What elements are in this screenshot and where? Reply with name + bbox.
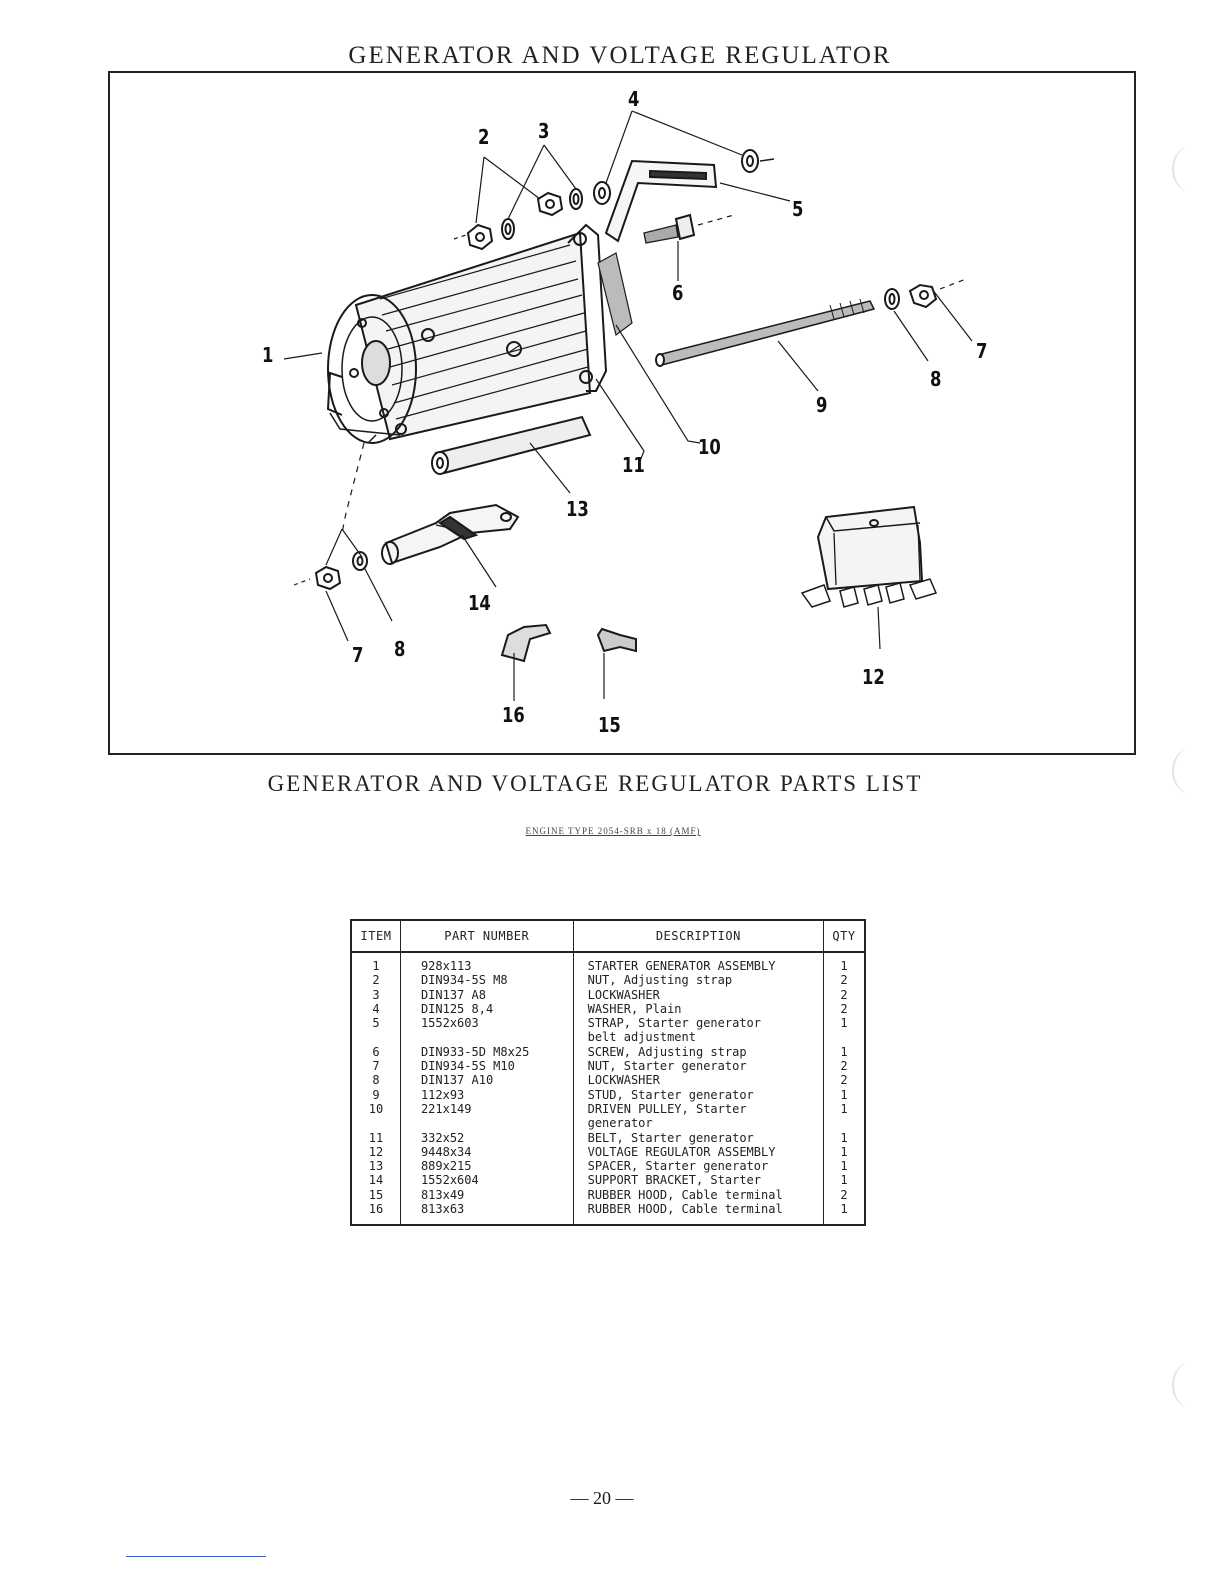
spacer-drawing [432,417,590,474]
part-description: STRAP, Starter generator [573,1016,823,1030]
part-description: SCREW, Adjusting strap [573,1045,823,1059]
item-number: 5 [351,1016,400,1030]
part-description: LOCKWASHER [573,988,823,1002]
part-quantity: 1 [824,1045,865,1059]
part-number: 928x113 [400,952,573,973]
callout-2: 2 [478,125,490,149]
part-description: NUT, Adjusting strap [573,973,823,987]
part-number: DIN137 A10 [400,1073,573,1087]
parts-table [350,919,866,1226]
part-description: NUT, Starter generator [573,1059,823,1073]
item-number: 12 [351,1145,400,1159]
part-description: SPACER, Starter generator [573,1159,823,1173]
callout-7-bottom: 7 [352,643,364,667]
parts-table-header [351,920,865,952]
callout-4: 4 [628,87,640,111]
part-number: DIN137 A8 [400,988,573,1002]
table-row [351,1045,865,1059]
item-number: 4 [351,1002,400,1016]
table-row [351,1073,865,1087]
part-quantity: 2 [824,1059,865,1073]
part-description: STARTER GENERATOR ASSEMBLY [573,952,823,973]
part-number: 813x49 [400,1188,573,1202]
table-row [351,988,865,1002]
part-number: DIN125 8,4 [400,1002,573,1016]
part-description: DRIVEN PULLEY, Starter [573,1102,823,1116]
item-number: 10 [351,1102,400,1116]
voltage-regulator-drawing [802,507,936,607]
callout-1: 1 [262,343,274,367]
part-description: LOCKWASHER [573,1073,823,1087]
callout-9: 9 [816,393,828,417]
callout-5: 5 [792,197,804,221]
page-number: — 20 — [570,1488,634,1508]
callout-7-top: 7 [976,339,988,363]
callout-8-bottom: 8 [394,637,406,661]
binder-hole-mark [1172,748,1210,794]
part-quantity: 1 [824,1102,865,1116]
table-row [351,973,865,987]
part-quantity: 1 [824,1088,865,1102]
part-number: 889x215 [400,1159,573,1173]
part-quantity: 1 [824,1202,865,1225]
binder-hole-mark [1172,1362,1210,1408]
part-quantity: 1 [824,1145,865,1159]
item-number: 11 [351,1131,400,1145]
callout-8-top: 8 [930,367,942,391]
part-quantity: 1 [824,1016,865,1030]
callout-10: 10 [698,435,721,459]
part-quantity: 1 [824,1131,865,1145]
item-number: 15 [351,1188,400,1202]
item-number: 1 [351,952,400,973]
callout-13: 13 [566,497,589,521]
part-number: DIN934-5S M8 [400,973,573,987]
item-number: 14 [351,1173,400,1187]
part-quantity: 2 [824,1188,865,1202]
part-quantity: 2 [824,1073,865,1087]
bottom-nut-washer-drawing [294,435,376,589]
part-quantity: 1 [824,1159,865,1173]
table-row [351,1016,865,1030]
item-number: 3 [351,988,400,1002]
table-row [351,952,865,973]
part-description-continued: generator [573,1116,823,1130]
parts-list-title: GENERATOR AND VOLTAGE REGULATOR PARTS LIST [267,771,923,796]
support-bracket-drawing [382,505,518,564]
column-header-item: ITEM [351,920,400,952]
column-header-qty: QTY [824,920,865,952]
part-quantity: 2 [824,973,865,987]
part-number: 221x149 [400,1102,573,1116]
item-number: 7 [351,1059,400,1073]
part-number: 332x52 [400,1131,573,1145]
table-row [351,1102,865,1116]
part-quantity: 2 [824,988,865,1002]
part-description: RUBBER HOOD, Cable terminal [573,1188,823,1202]
part-number: 9448x34 [400,1145,573,1159]
exploded-view-drawing [110,73,1134,753]
part-quantity: 1 [824,1173,865,1187]
part-number: 1552x603 [400,1016,573,1030]
part-number: DIN934-5S M10 [400,1059,573,1073]
table-row-continuation [351,1030,865,1044]
item-number: 13 [351,1159,400,1173]
item-number: 2 [351,973,400,987]
table-row [351,1059,865,1073]
part-quantity: 1 [824,952,865,973]
part-description: RUBBER HOOD, Cable terminal [573,1202,823,1225]
part-description-continued: belt adjustment [573,1030,823,1044]
engine-type-label: ENGINE TYPE 2054-SRB x 18 (AMF) [525,826,701,836]
part-number: 1552x604 [400,1173,573,1187]
binder-hole-mark [1172,146,1210,192]
table-row-continuation [351,1116,865,1130]
stud-drawing [656,279,966,366]
part-description: VOLTAGE REGULATOR ASSEMBLY [573,1145,823,1159]
part-number: 112x93 [400,1088,573,1102]
callout-6: 6 [672,281,684,305]
adjusting-screw-drawing [644,215,734,243]
table-row [351,1145,865,1159]
callout-11: 11 [622,453,645,477]
part-quantity: 2 [824,1002,865,1016]
table-row [351,1188,865,1202]
part-description: WASHER, Plain [573,1002,823,1016]
item-number: 8 [351,1073,400,1087]
exploded-view-diagram [108,71,1136,755]
table-row [351,1173,865,1187]
column-header-description: DESCRIPTION [573,920,823,952]
item-number: 6 [351,1045,400,1059]
callout-14: 14 [468,591,491,615]
table-row [351,1159,865,1173]
table-row [351,1088,865,1102]
item-number: 9 [351,1088,400,1102]
item-number: 16 [351,1202,400,1225]
table-row [351,1002,865,1016]
part-description: STUD, Starter generator [573,1088,823,1102]
page-title: GENERATOR AND VOLTAGE REGULATOR [348,42,892,69]
table-row [351,1202,865,1225]
callout-3: 3 [538,119,550,143]
rubber-hood-drawing [502,625,636,661]
footer-divider [126,1556,266,1557]
callout-16: 16 [502,703,525,727]
part-description: BELT, Starter generator [573,1131,823,1145]
column-header-part-number: PART NUMBER [400,920,573,952]
part-number: 813x63 [400,1202,573,1225]
starter-generator-drawing [328,225,632,443]
table-row [351,1131,865,1145]
callout-15: 15 [598,713,621,737]
part-description: SUPPORT BRACKET, Starter [573,1173,823,1187]
part-number: DIN933-5D M8x25 [400,1045,573,1059]
callout-12: 12 [862,665,885,689]
